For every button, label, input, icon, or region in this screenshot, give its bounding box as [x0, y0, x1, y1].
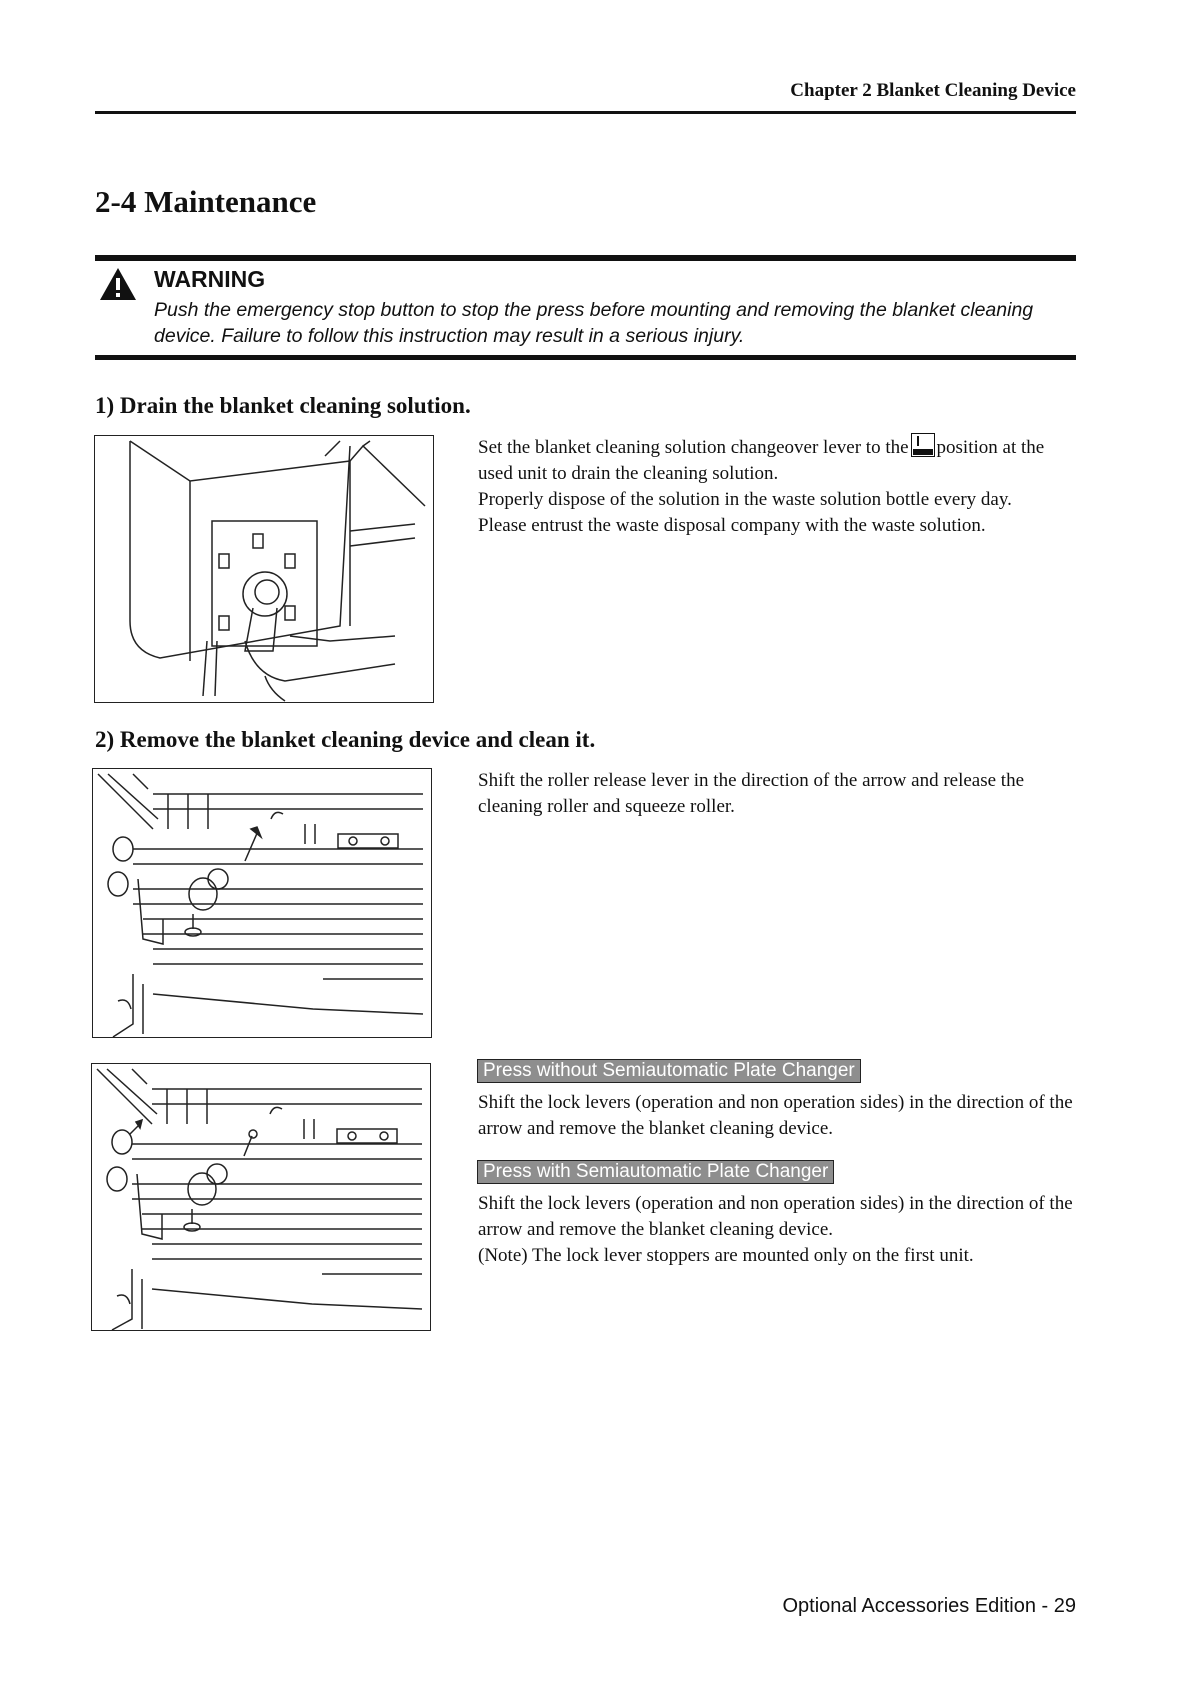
warning-text: Push the emergency stop button to stop the press before mounting and removing the blanket cleaning device. Failure to follow this instruction may result in a serious injury.	[154, 299, 1034, 347]
warning-top-rule	[95, 255, 1076, 261]
step2-note: (Note) The lock lever stoppers are mounted only on the first unit.	[478, 1245, 974, 1266]
step1-text: Set the blanket cleaning solution changeover lever to the position at the used unit to drain the cleaning solution. Properly dispose of the solution in the waste solution bottle every day. Please entrust the waste disposal company with the waste solution.	[478, 433, 1078, 539]
step1-title: 1) Drain the blanket cleaning solution.	[95, 393, 471, 418]
step1-figure	[94, 435, 434, 703]
header-rule	[95, 111, 1076, 114]
chapter-header: Chapter 2 Blanket Cleaning Device	[790, 80, 1076, 101]
step2-figure-roller-release	[92, 768, 432, 1038]
warning-label: WARNING	[154, 266, 266, 292]
section-title: 2-4 Maintenance	[95, 184, 317, 219]
warning-icon	[98, 266, 138, 302]
step2-figure-lock-lever	[91, 1063, 431, 1331]
page-footer: Optional Accessories Edition - 29	[782, 1595, 1076, 1617]
tag-with-plate-changer: Press with Semiautomatic Plate Changer	[477, 1160, 834, 1184]
step2-title: 2) Remove the blanket cleaning device and clean it.	[95, 727, 596, 752]
tag-without-plate-changer: Press without Semiautomatic Plate Changer	[477, 1059, 861, 1083]
step2-text: Shift the roller release lever in the direction of the arrow and release the cleaning roller and squeeze roller.	[478, 770, 1025, 817]
step2-text-with: Shift the lock levers (operation and non operation sides) in the direction of the arrow and remove the blanket cleaning device.	[478, 1193, 1073, 1240]
warning-bottom-rule	[95, 355, 1076, 360]
drain-position-icon	[911, 433, 935, 457]
step2-text-without: Shift the lock levers (operation and non operation sides) in the direction of the arrow and remove the blanket cleaning device.	[478, 1092, 1073, 1139]
